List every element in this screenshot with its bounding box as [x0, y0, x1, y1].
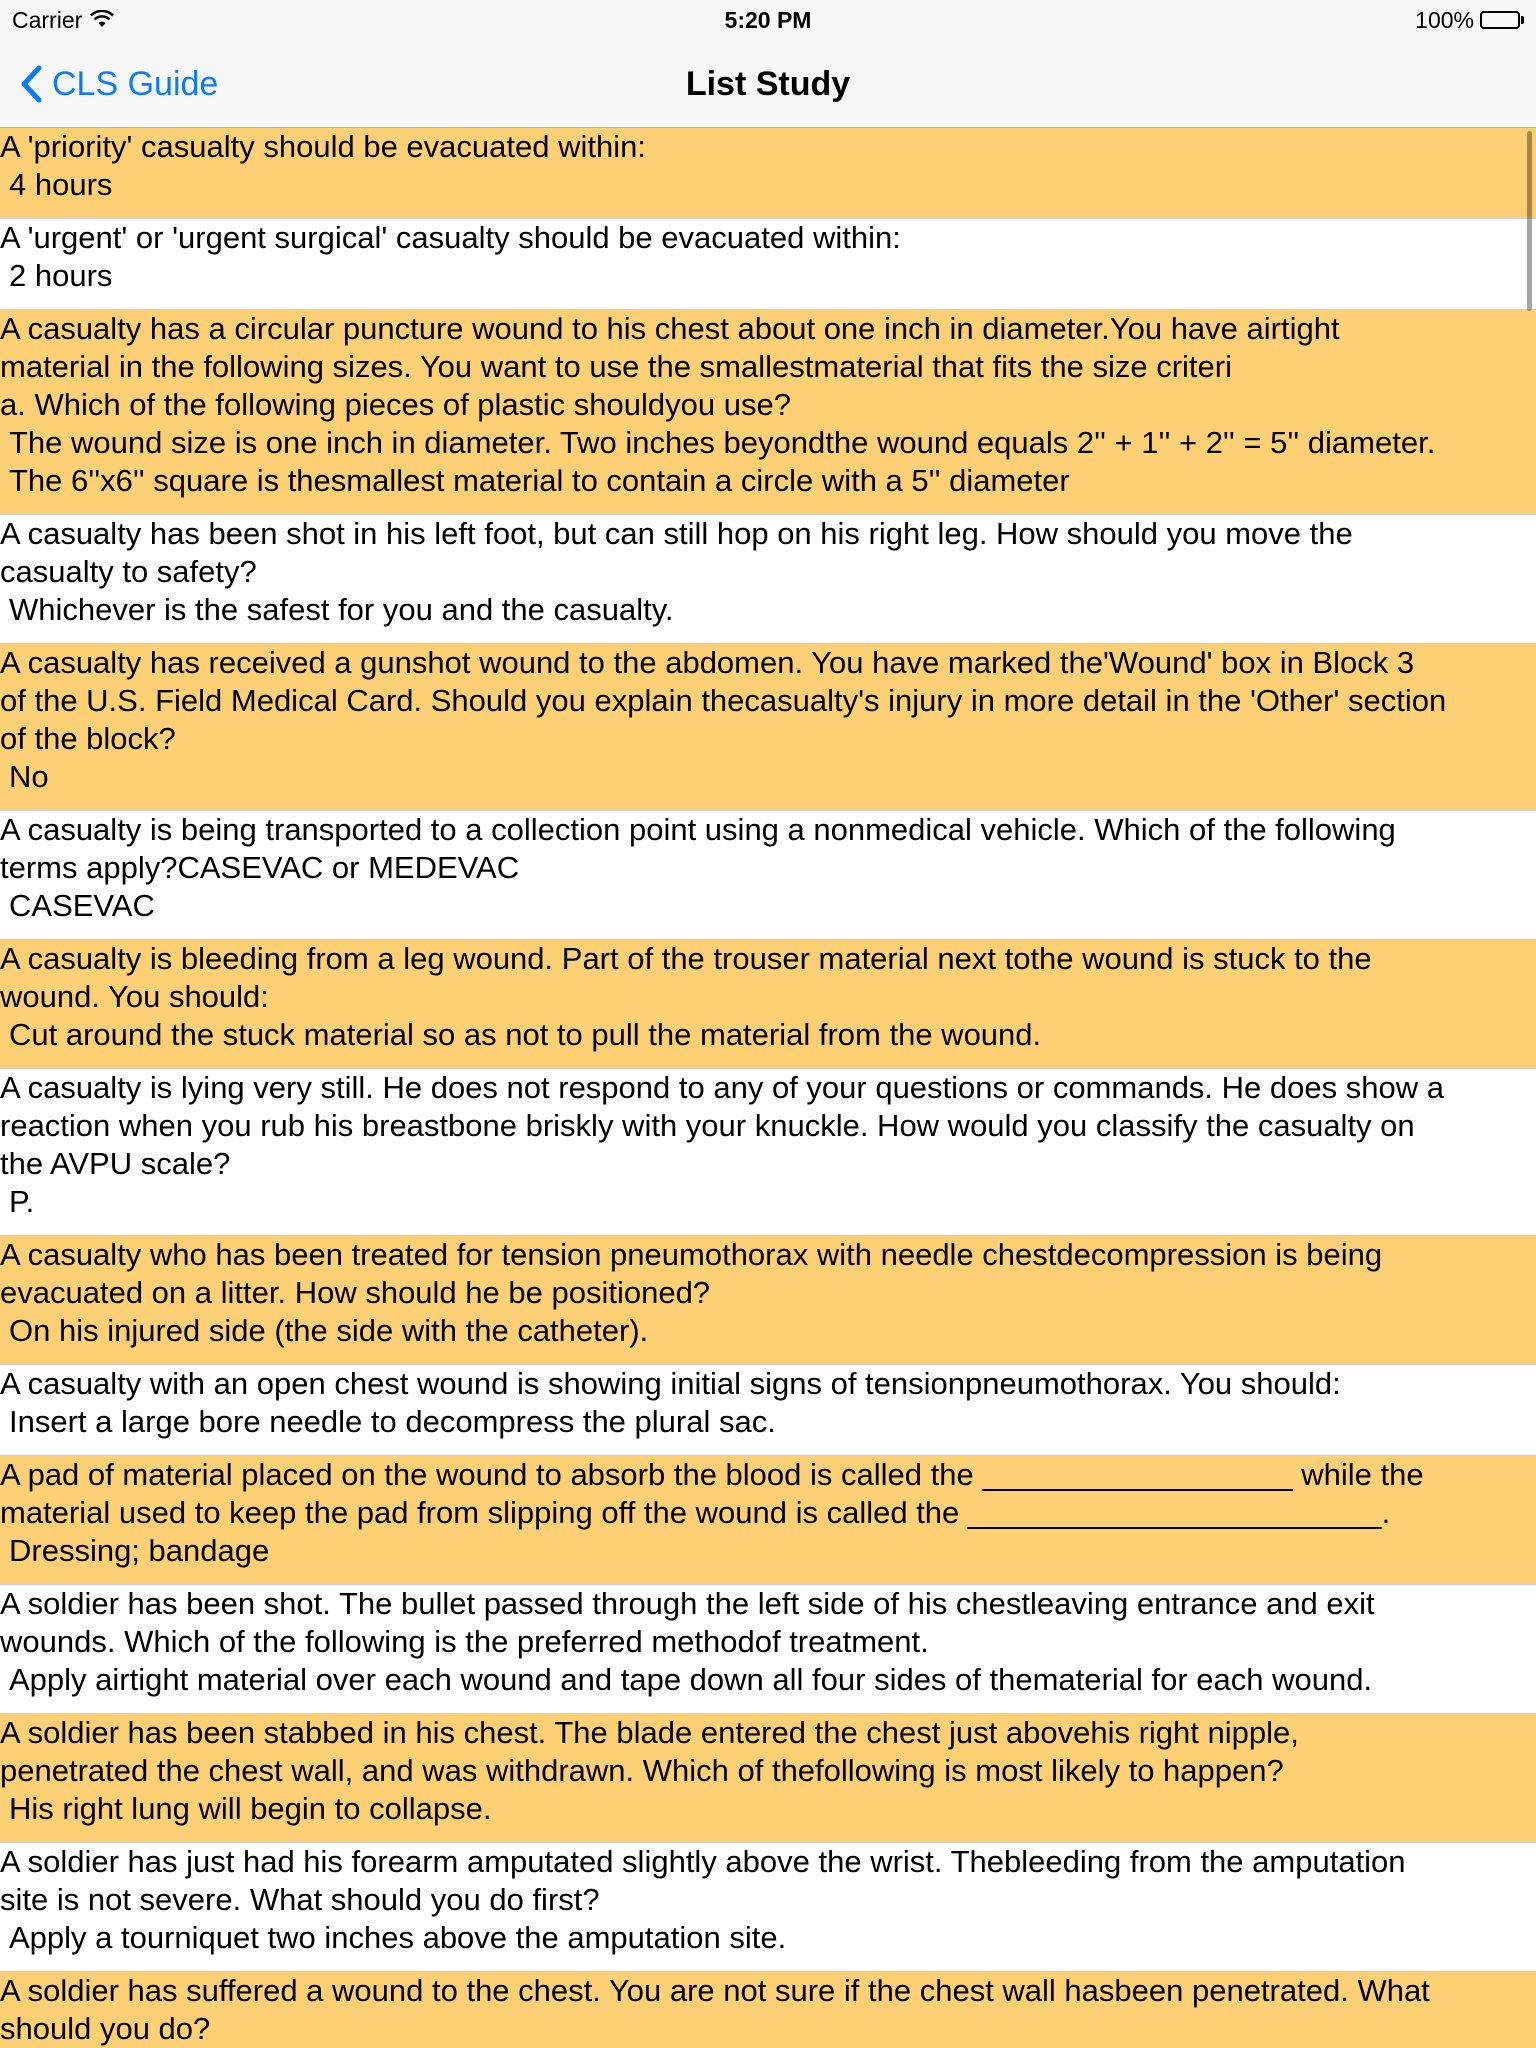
- question-text: A casualty has received a gunshot wound to the abdomen. You have marked the'Wound' box in Block 3 of the U.S. Field Medical Card. Should you explain thecasualty's injury in more detail in the 'Other' section of the block?: [0, 645, 1447, 756]
- question-text: A 'urgent' or 'urgent surgical' casualty should be evacuated within:: [0, 220, 901, 255]
- answer-text: Cut around the stuck material so as not to pull the material from the wound.: [9, 1017, 1042, 1052]
- status-bar: [0, 0, 1536, 40]
- list-item[interactable]: [0, 811, 1536, 940]
- question-text: A casualty is lying very still. He does not respond to any of your questions or commands. He does show a reaction when you rub his breastbone briskly with your knuckle. How would you classify the casualty on the AVPU scale?: [0, 1070, 1444, 1181]
- list-item[interactable]: [0, 1843, 1536, 1972]
- answer-text: His right lung will begin to collapse.: [9, 1791, 492, 1826]
- question-text: A soldier has just had his forearm amputated slightly above the wrist. Thebleeding from the amputation site is not severe. What should you do first?: [0, 1844, 1406, 1917]
- list-item[interactable]: [0, 940, 1536, 1069]
- question-text: A casualty has a circular puncture wound to his chest about one inch in diameter.You have airtight material in the following sizes. You want to use the smallestmaterial that fits the size criteri a. Which of the following pieces of plastic shouldyou use?: [0, 311, 1340, 422]
- status-right: [1415, 0, 1524, 40]
- back-button-label: CLS Guide: [52, 64, 219, 103]
- list-item[interactable]: [0, 1365, 1536, 1456]
- answer-text: CASEVAC: [9, 888, 155, 923]
- answer-text: Apply airtight material over each wound and tape down all four sides of thematerial for each wound.: [9, 1662, 1373, 1697]
- answer-text: Insert a large bore needle to decompress the plural sac.: [9, 1404, 776, 1439]
- list-item[interactable]: [0, 1714, 1536, 1843]
- list-item[interactable]: [0, 1972, 1536, 2048]
- answer-text: 2 hours: [9, 258, 113, 293]
- battery-icon: [1480, 11, 1524, 29]
- question-text: A soldier has been shot. The bullet passed through the left side of his chestleaving entrance and exit wounds. Which of the following is the preferred methodof treatment.: [0, 1586, 1375, 1659]
- question-text: A casualty has been shot in his left foot, but can still hop on his right leg. How should you move the casualty to safety?: [0, 516, 1353, 589]
- answer-text: 4 hours: [9, 167, 113, 202]
- question-text: A casualty who has been treated for tension pneumothorax with needle chestdecompression is being evacuated on a litter. How should he be positioned?: [0, 1237, 1383, 1310]
- answer-text: The wound size is one inch in diameter. Two inches beyondthe wound equals 2'' + 1'' + 2'' = 5'' diameter. The 6''x6'' square is thesmallest material to contain a circle with a 5'' diameter: [9, 425, 1436, 498]
- battery-percent: 100%: [1415, 7, 1474, 33]
- question-text: A soldier has been stabbed in his chest. The blade entered the chest just abovehis right nipple, penetrated the chest wall, and was withdrawn. Which of thefollowing is most likely to happen?: [0, 1715, 1299, 1788]
- question-text: A casualty is bleeding from a leg wound. Part of the trouser material next tothe wound is stuck to the wound. You should:: [0, 941, 1372, 1014]
- list-item[interactable]: [0, 515, 1536, 644]
- question-text: A pad of material placed on the wound to absorb the blood is called the __________________ while the material used to keep the pad from slipping off the wound is called the ________________________.: [0, 1457, 1424, 1530]
- answer-text: Apply a tourniquet two inches above the amputation site.: [9, 1920, 787, 1955]
- list-item[interactable]: [0, 128, 1536, 219]
- answer-text: P.: [9, 1184, 35, 1219]
- question-text: A 'priority' casualty should be evacuated within:: [0, 129, 646, 164]
- list-item[interactable]: [0, 219, 1536, 310]
- question-text: A casualty is being transported to a collection point using a nonmedical vehicle. Which of the following terms apply?CASEVAC or MEDEVAC: [0, 812, 1396, 885]
- answer-text: Whichever is the safest for you and the casualty.: [9, 592, 674, 627]
- study-list[interactable]: [0, 128, 1536, 2048]
- list-item[interactable]: [0, 1456, 1536, 1585]
- list-item[interactable]: [0, 310, 1536, 515]
- list-item[interactable]: [0, 1069, 1536, 1236]
- carrier-label: Carrier: [12, 7, 83, 33]
- answer-text: No: [9, 759, 49, 794]
- scroll-indicator[interactable]: [1527, 131, 1532, 311]
- status-time: 5:20 PM: [724, 7, 812, 33]
- list-item[interactable]: [0, 644, 1536, 811]
- question-text: A casualty with an open chest wound is showing initial signs of tensionpneumothorax. You should:: [0, 1366, 1341, 1401]
- answer-text: On his injured side (the side with the catheter).: [9, 1313, 649, 1348]
- page-title: List Study: [685, 65, 851, 103]
- list-item[interactable]: [0, 1585, 1536, 1714]
- answer-text: Dressing; bandage: [9, 1533, 270, 1568]
- navigation-bar: [0, 40, 1536, 128]
- list-item[interactable]: [0, 1236, 1536, 1365]
- question-text: A soldier has suffered a wound to the chest. You are not sure if the chest wall hasbeen penetrated. What should you do?: [0, 1973, 1430, 2046]
